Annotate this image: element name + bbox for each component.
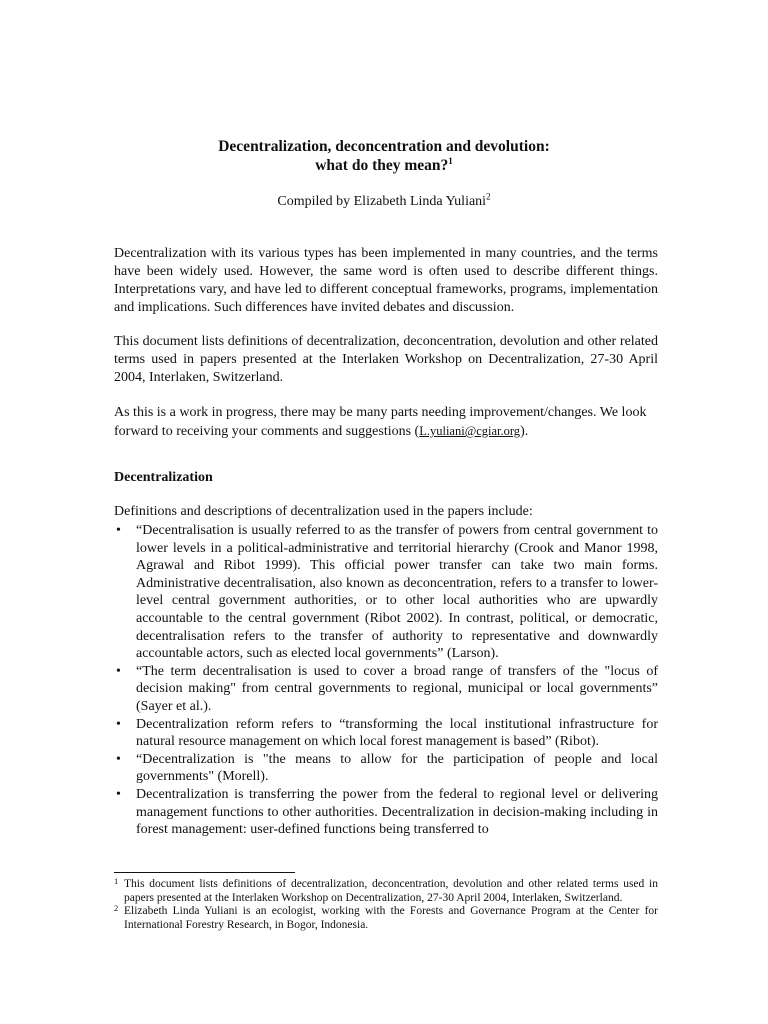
progress-text-before: As this is a work in progress, there may be many parts needing improvement/changes. We look forward to receiving your comments and suggestions ( [114, 405, 647, 439]
bullet-icon: • [116, 786, 121, 802]
footnote-1-mark: 1 [114, 876, 119, 886]
compiled-by-line [0, 193, 768, 211]
footnote-1-text: This document lists definitions of decentralization, deconcentration, devolution and other related terms used in papers presented at the Interlaken Workshop on Decentralization, 27-30 April 2004, Interlaken, Switzerland. [124, 878, 658, 904]
definitions-list [114, 522, 658, 839]
section-heading: Decentralization [114, 470, 213, 485]
footnote-2-text: Elizabeth Linda Yuliani is an ecologist, working with the Forests and Governance Program at the Center for International Forestry Research, in Bogor, Indonesia. [124, 905, 658, 931]
footnote-2-mark: 2 [114, 903, 119, 914]
title-line-2 [0, 156, 768, 175]
list-item-text: “Decentralisation is usually referred to as the transfer of powers from central government to lower levels in a political-administrative and territorial hierarchy (Crook and Manor 1998, Agrawal and Ribot 1999). This official power transfer can take two main forms. Administrative decentralisation, also known as deconcentration, refers to a transfer to lower-level central government authorities, or to other local authorities who are upwardly accountable to the central government (Ribot 2002). In contrast, political, or democratic, decentralisation refers to the transfer of authority to representative and downwardly accountable actors, such as elected local governments” (Larson). [136, 523, 658, 662]
work-in-progress-paragraph [114, 404, 658, 441]
list-item-text: “Decentralization is "the means to allow for the participation of people and local governments" (Morell). [136, 751, 658, 785]
footnote-ref-2[interactable]: 2 [486, 191, 491, 202]
progress-text-after: ). [520, 424, 529, 439]
list-item-text: Decentralization is transferring the power from the federal to regional level or delivering management functions to other authorities. Decentralization in decision-making including in forest management: user-defined functions being transferred to [136, 786, 658, 838]
footnotes [114, 878, 658, 932]
email-link[interactable]: L.yuliani@cgiar.org [419, 424, 521, 438]
bullet-icon: • [116, 523, 121, 538]
document-title [0, 137, 768, 175]
footnote-1 [114, 878, 658, 905]
bullet-icon: • [116, 716, 121, 732]
footnote-divider [114, 872, 295, 873]
list-item-text: Decentralization reform refers to “transforming the local institutional infrastructure for natural resource management on which local forest management is based” (Ribot). [136, 716, 658, 750]
title-line-1: Decentralization, deconcentration and devolution: [218, 138, 550, 155]
list-item [114, 663, 658, 716]
intro-paragraph-1: Decentralization with its various types has been implemented in many countries, and the terms have been widely used. However, the same word is often used to describe different things. Interpretations vary, and have led to different conceptual frameworks, programs, implementation and implications. Such differences have invited debates and discussion. [114, 246, 658, 315]
list-item-text: “The term decentralisation is used to cover a broad range of transfers of the "locus of decision making" from central governments to regional, municipal or local governments” (Sayer et al.). [136, 663, 658, 714]
compiled-by-text: Compiled by Elizabeth Linda Yuliani [277, 194, 487, 209]
list-item [114, 751, 658, 786]
footnote-2 [114, 905, 658, 932]
footnote-ref-1[interactable]: 1 [448, 155, 453, 166]
list-item [114, 522, 658, 663]
title-line-2-text: what do they mean? [315, 157, 449, 174]
intro-paragraph-2: This document lists definitions of decentralization, deconcentration, devolution and other related terms used in papers presented at the Interlaken Workshop on Decentralization, 27-30 April 2004, Interlaken, Switzerland. [114, 334, 658, 385]
list-item [114, 716, 658, 751]
bullet-icon: • [116, 751, 121, 767]
bullet-icon: • [116, 663, 121, 679]
section-intro: Definitions and descriptions of decentralization used in the papers include: [114, 504, 533, 519]
list-item [114, 786, 658, 839]
